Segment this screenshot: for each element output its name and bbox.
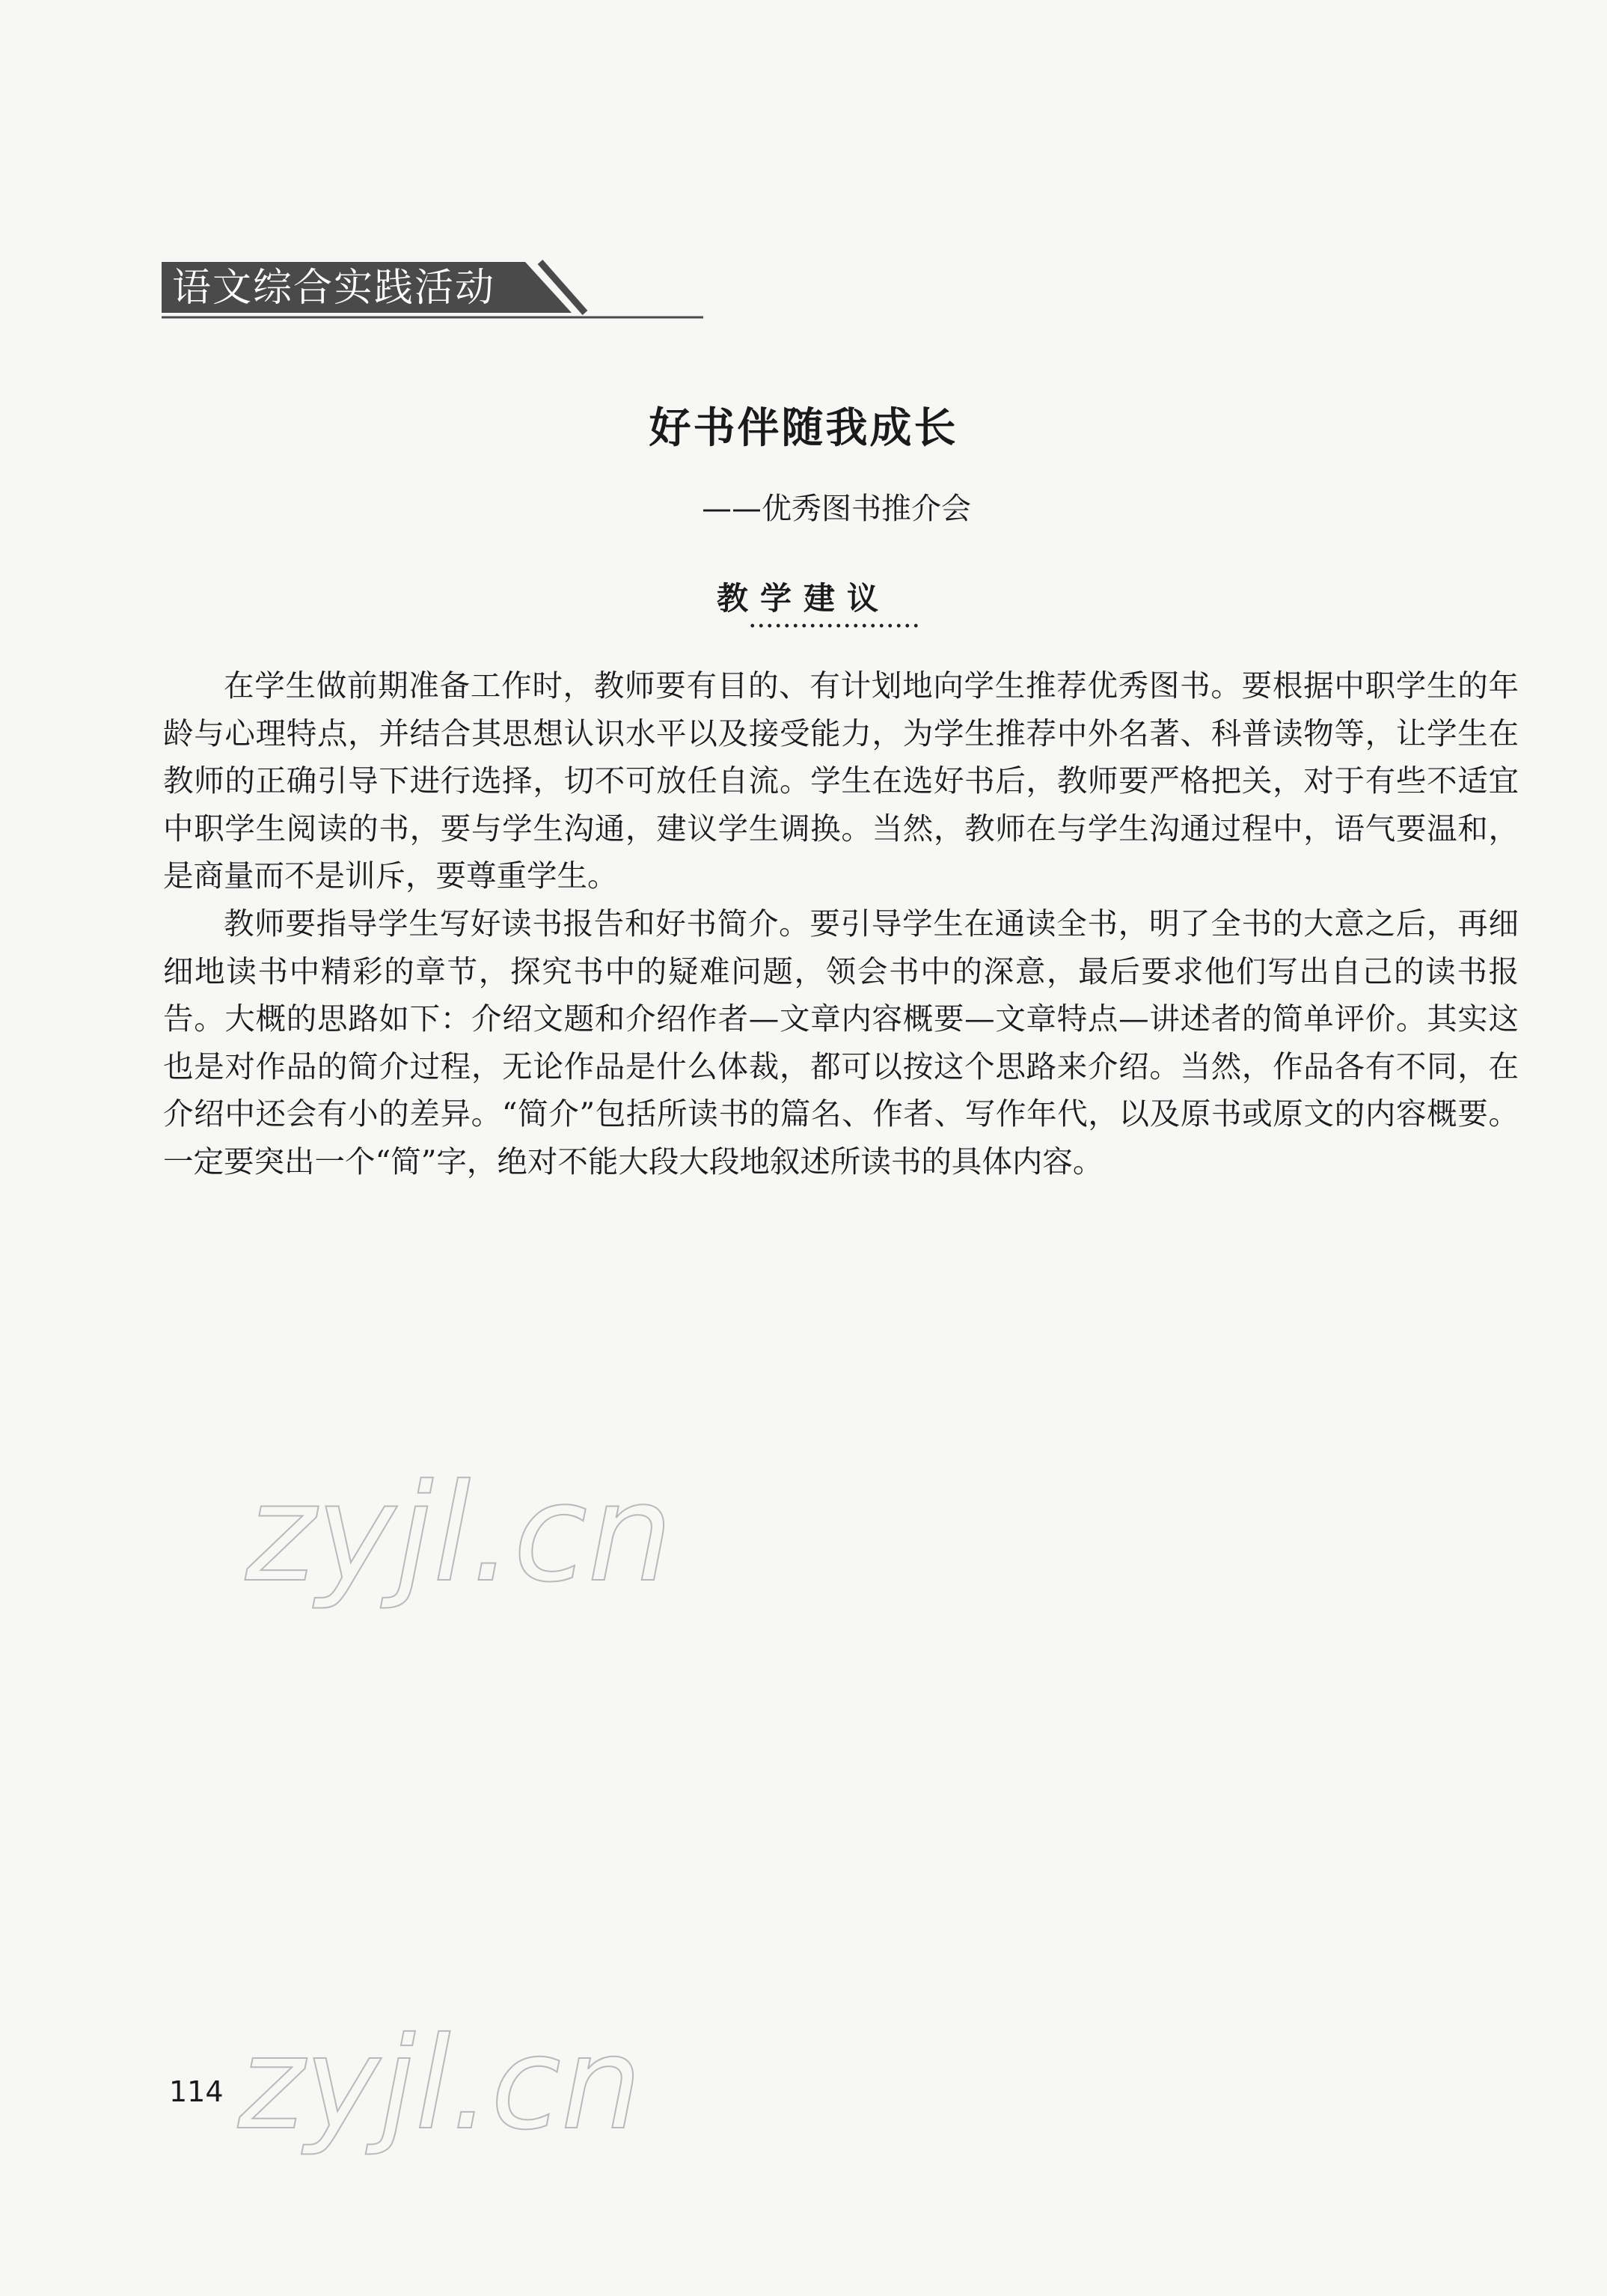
page-number: 114 xyxy=(169,2075,224,2108)
paragraph: 在学生做前期准备工作时，教师要有目的、有计划地向学生推荐优秀图书。要根据中职学生的年龄与心理特点，并结合其思想认识水平以及接受能力，为学生推荐中外名著、科普读物等，让学生在教师的正确引导下进行选择，切不可放任自流。学生在选好书后，教师要严格把关，对于有些不适宜中职学生阅读的书，要与学生沟通，建议学生调换。当然，教师在与学生沟通过程中，语气要温和，是商量而不是训斥，要尊重学生。 xyxy=(163,668,1519,894)
section-banner-label: 语文综合实践活动 xyxy=(172,266,496,311)
section-banner xyxy=(162,257,715,322)
body-text xyxy=(163,662,1519,1186)
section-heading: 教学建议 xyxy=(716,580,890,617)
heading-emphasis-dots xyxy=(748,623,919,629)
page-subtitle: ——优秀图书推介会 xyxy=(702,492,971,526)
paragraph: 教师要指导学生写好读书报告和好书简介。要引导学生在通读全书，明了全书的大意之后，再细细地读书中精彩的章节，探究书中的疑难问题，领会书中的深意，最后要求他们写出自己的读书报告。大概的思路如下：介绍文题和介绍作者—文章内容概要—文章特点—讲述者的简单评价。其实这也是对作品的简介过程，无论作品是什么体裁，都可以按这个思路来介绍。当然，作品各有不同，在介绍中还会有小的差异。“简介”包括所读书的篇名、作者、写作年代，以及原书或原文的内容概要。一定要突出一个“简”字，绝对不能大段大段地叙述所读书的具体内容。 xyxy=(163,905,1519,1179)
page-title: 好书伴随我成长 xyxy=(649,404,958,453)
watermark: zyjl.cn xyxy=(245,1456,673,1612)
watermark: zyjl.cn xyxy=(238,2010,642,2158)
